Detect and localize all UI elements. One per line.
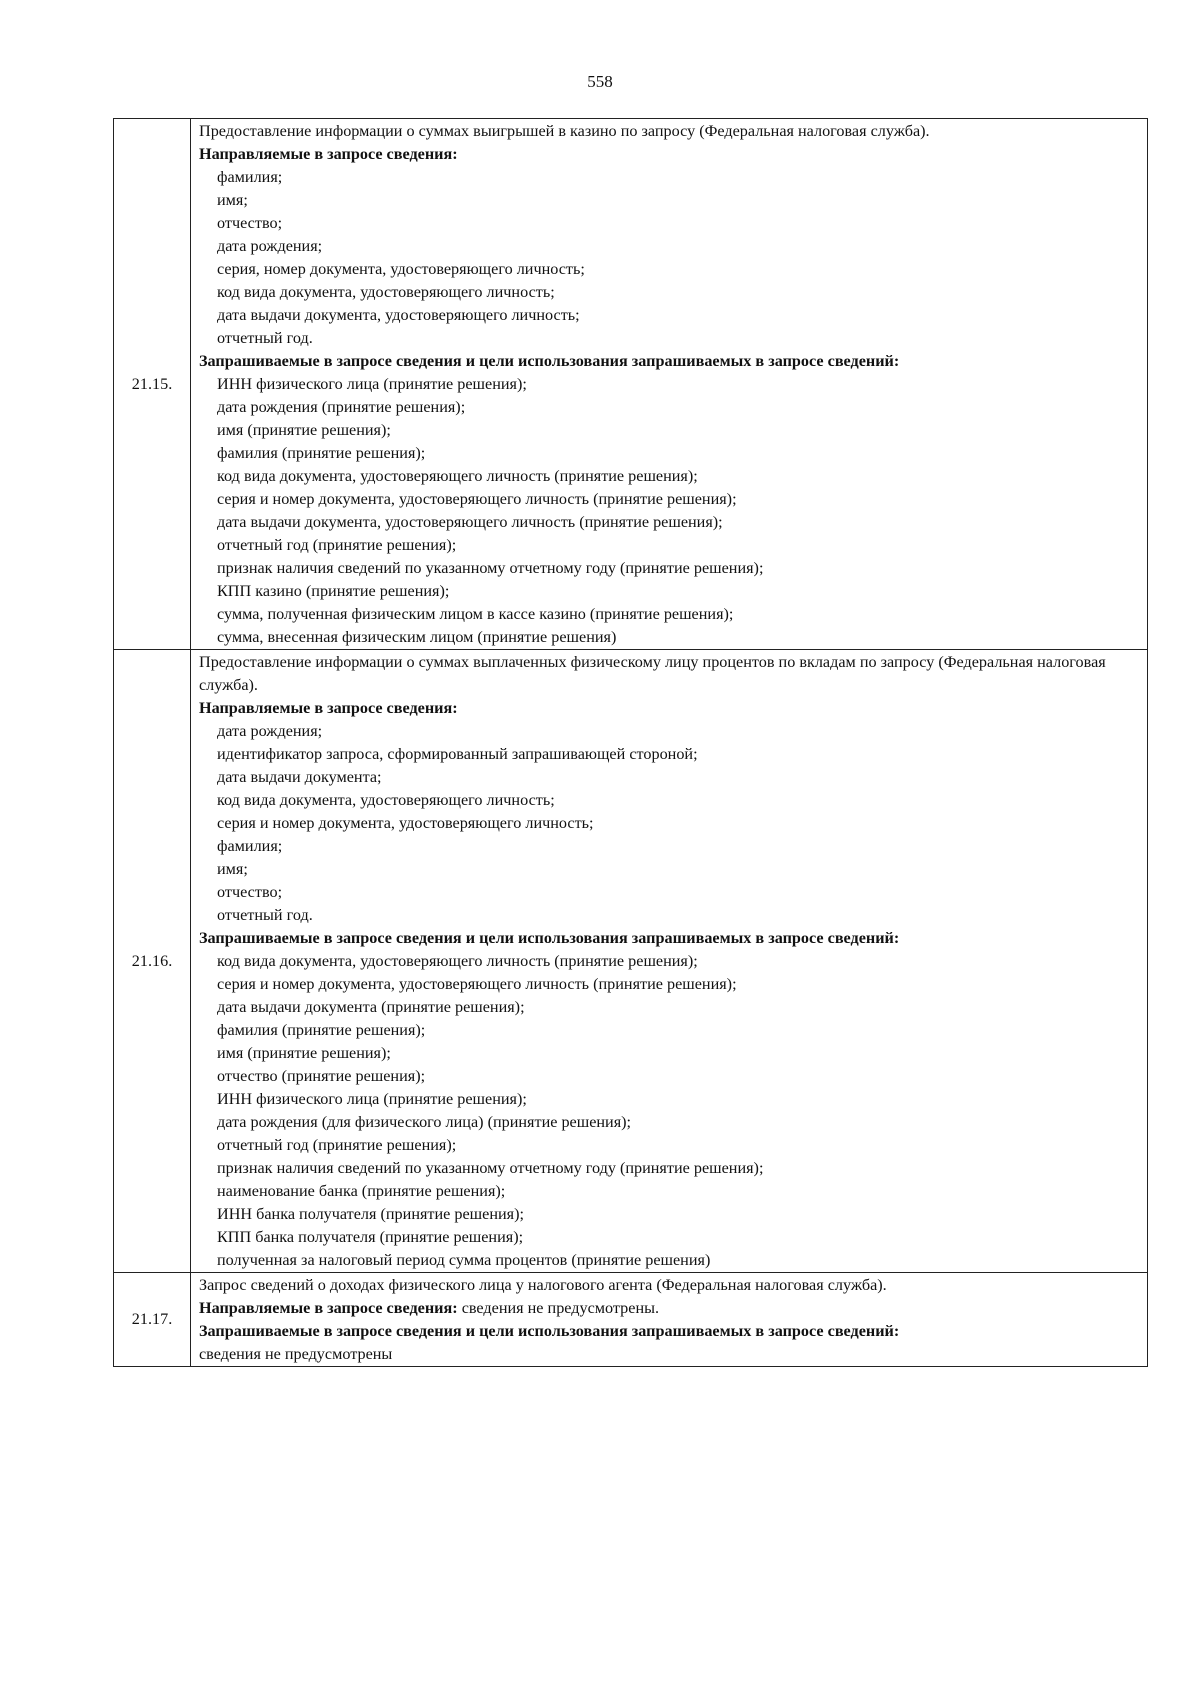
list-item: серия и номер документа, удостоверяющего личность;	[217, 814, 594, 832]
row-content	[191, 119, 1148, 650]
list-item: серия и номер документа, удостоверяющего личность (принятие решения);	[217, 490, 737, 508]
list-item: КПП казино (принятие решения);	[217, 582, 450, 600]
list-item: полученная за налоговый период сумма процентов (принятие решения)	[217, 1251, 711, 1269]
sent-heading: Направляемые в запросе сведения:	[199, 699, 458, 717]
list-item: отчетный год (принятие решения);	[217, 1136, 457, 1154]
sent-inline-text: сведения не предусмотрены.	[457, 1299, 660, 1317]
list-item: дата рождения (принятие решения);	[217, 398, 466, 416]
service-title: Запрос сведений о доходах физического лица у налогового агента (Федеральная налоговая служба).	[199, 1276, 887, 1294]
list-item: ИНН физического лица (принятие решения);	[217, 1090, 527, 1108]
service-title: Предоставление информации о суммах выигрышей в казино по запросу (Федеральная налоговая служба).	[199, 122, 930, 140]
requested-heading: Запрашиваемые в запросе сведения и цели использования запрашиваемых в запросе сведений:	[199, 352, 900, 370]
requested-text: сведения не предусмотрены	[199, 1345, 393, 1363]
list-item: сумма, полученная физическим лицом в кассе казино (принятие решения);	[217, 605, 734, 623]
sent-heading: Направляемые в запросе сведения:	[199, 145, 458, 163]
list-item: ИНН банка получателя (принятие решения);	[217, 1205, 524, 1223]
list-item: идентификатор запроса, сформированный запрашивающей стороной;	[217, 745, 698, 763]
list-item: серия, номер документа, удостоверяющего личность;	[217, 260, 585, 278]
table-row	[114, 1273, 1148, 1367]
list-item: дата выдачи документа, удостоверяющего личность;	[217, 306, 580, 324]
requested-heading: Запрашиваемые в запросе сведения и цели использования запрашиваемых в запросе сведений:	[199, 1322, 900, 1340]
list-item: дата рождения (для физического лица) (принятие решения);	[217, 1113, 632, 1131]
list-item: дата выдачи документа, удостоверяющего личность (принятие решения);	[217, 513, 723, 531]
list-item: сумма, внесенная физическим лицом (принятие решения)	[217, 628, 617, 646]
list-item: код вида документа, удостоверяющего личность (принятие решения);	[217, 467, 698, 485]
row-content	[191, 650, 1148, 1273]
list-item: имя (принятие решения);	[217, 1044, 391, 1062]
list-item: отчетный год.	[217, 906, 313, 924]
list-item: код вида документа, удостоверяющего личность (принятие решения);	[217, 952, 698, 970]
row-number: 21.17.	[114, 1273, 191, 1367]
table-row	[114, 650, 1148, 1273]
list-item: ИНН физического лица (принятие решения);	[217, 375, 527, 393]
services-table	[113, 118, 1148, 1367]
list-item: дата рождения;	[217, 237, 323, 255]
list-item: код вида документа, удостоверяющего личность;	[217, 791, 555, 809]
list-item: дата выдачи документа (принятие решения);	[217, 998, 525, 1016]
list-item: КПП банка получателя (принятие решения);	[217, 1228, 524, 1246]
list-item: имя;	[217, 191, 248, 209]
list-item: отчество;	[217, 883, 283, 901]
sent-heading: Направляемые в запросе сведения:	[199, 1299, 458, 1317]
list-item: отчество;	[217, 214, 283, 232]
page-number: 558	[587, 72, 613, 91]
row-number: 21.16.	[114, 650, 191, 1273]
list-item: отчетный год.	[217, 329, 313, 347]
list-item: отчетный год (принятие решения);	[217, 536, 457, 554]
table-row	[114, 119, 1148, 650]
list-item: код вида документа, удостоверяющего личность;	[217, 283, 555, 301]
list-item: наименование банка (принятие решения);	[217, 1182, 506, 1200]
list-item: дата рождения;	[217, 722, 323, 740]
row-content	[191, 1273, 1148, 1367]
requested-heading: Запрашиваемые в запросе сведения и цели использования запрашиваемых в запросе сведений:	[199, 929, 900, 947]
list-item: фамилия (принятие решения);	[217, 444, 426, 462]
service-title: Предоставление информации о суммах выплаченных физическому лицу процентов по вкладам по запросу (Федеральная налоговая служба).	[199, 653, 1106, 694]
row-number: 21.15.	[114, 119, 191, 650]
list-item: имя;	[217, 860, 248, 878]
list-item: признак наличия сведений по указанному отчетному году (принятие решения);	[217, 1159, 764, 1177]
list-item: имя (принятие решения);	[217, 421, 391, 439]
sent-line	[199, 1297, 1139, 1320]
list-item: отчество (принятие решения);	[217, 1067, 426, 1085]
list-item: признак наличия сведений по указанному отчетному году (принятие решения);	[217, 559, 764, 577]
list-item: дата выдачи документа;	[217, 768, 382, 786]
list-item: серия и номер документа, удостоверяющего личность (принятие решения);	[217, 975, 737, 993]
list-item: фамилия;	[217, 168, 283, 186]
list-item: фамилия (принятие решения);	[217, 1021, 426, 1039]
list-item: фамилия;	[217, 837, 283, 855]
